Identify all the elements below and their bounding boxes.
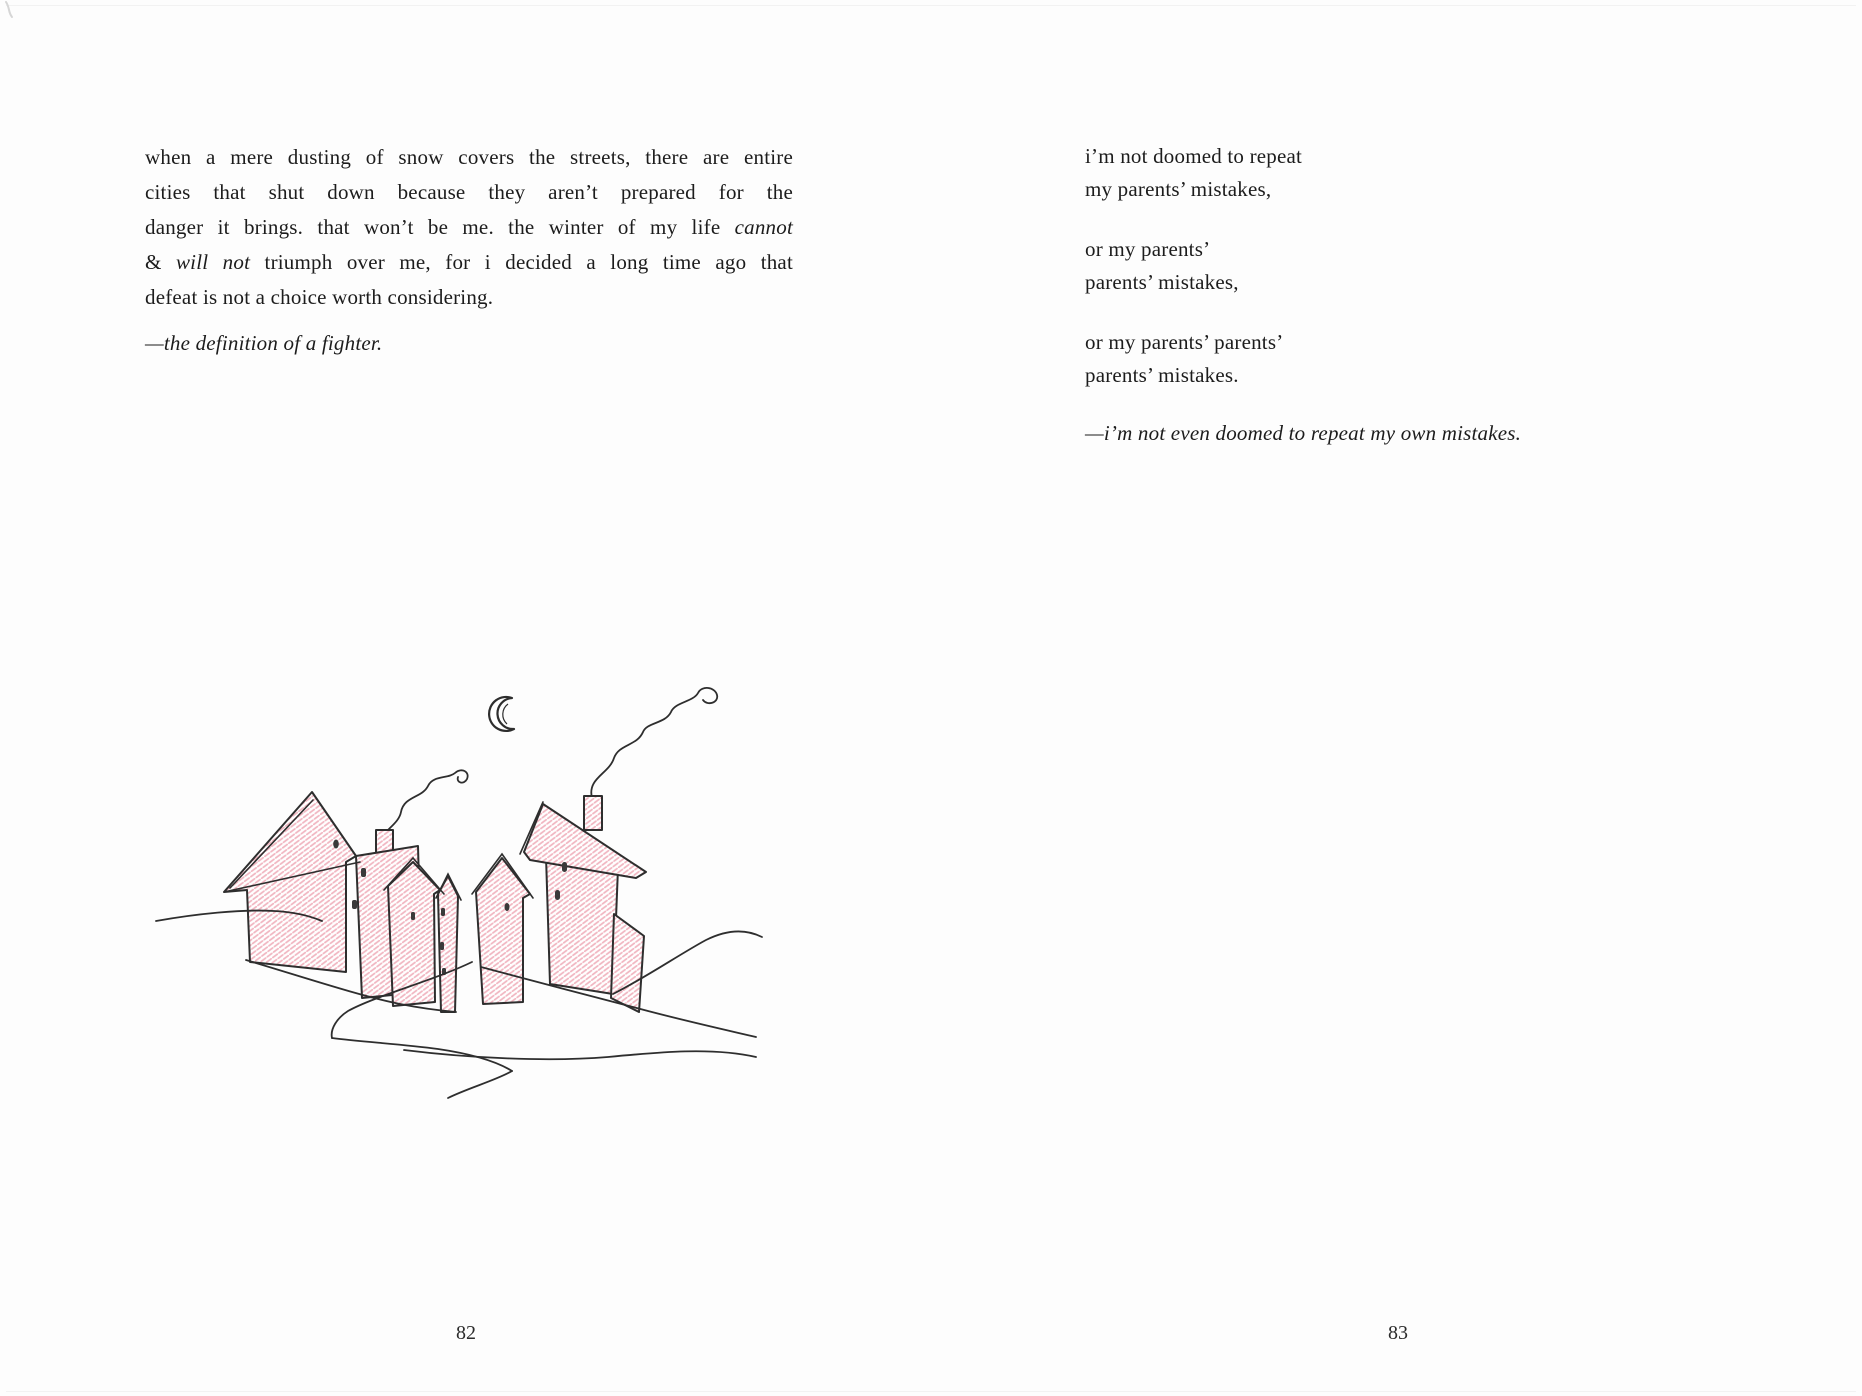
smoke-right — [591, 688, 717, 798]
poem-attribution: —the definition of a fighter. — [145, 331, 383, 355]
house — [476, 858, 530, 1004]
road-tail — [448, 1071, 512, 1098]
ground-and-road — [156, 911, 762, 1098]
page-number: 82 — [456, 1322, 476, 1344]
poem-attribution: —i’m not even doomed to repeat my own mistakes. — [1085, 421, 1522, 445]
stanza — [1085, 326, 1302, 392]
poem-line: my parents’ mistakes, — [1085, 177, 1272, 201]
poem-line: or my parents’ — [1085, 237, 1211, 261]
house — [224, 792, 356, 972]
poem-line: parents’ mistakes, — [1085, 270, 1239, 294]
village-houses — [224, 792, 646, 1012]
window — [411, 912, 415, 920]
poem-line: cities that shut down because they aren’t prepared for the — [145, 180, 793, 204]
poem-line: i’m not doomed to repeat — [1085, 144, 1303, 168]
emphasis-will-not: will not — [175, 250, 251, 274]
poem-line: parents’ mistakes. — [1085, 363, 1239, 387]
house — [611, 914, 644, 1012]
scan-edge-bottom — [6, 1391, 1856, 1392]
poem-line: danger it brings. that won’t be me. the winter of my life cannot — [145, 215, 793, 239]
house — [546, 856, 618, 994]
poem-line: defeat is not a choice worth considering. — [145, 285, 494, 309]
chimney — [584, 796, 602, 830]
poem-line: when a mere dusting of snow covers the streets, there are entire — [145, 145, 793, 169]
window — [440, 942, 444, 950]
window — [352, 900, 357, 909]
poem-line: or my parents’ parents’ — [1085, 330, 1284, 354]
window — [562, 862, 567, 872]
page-number: 83 — [1388, 1322, 1408, 1344]
stanza — [1085, 140, 1302, 206]
poem-line: & will not triumph over me, for i decided a long time ago that — [145, 250, 793, 274]
window — [555, 890, 560, 900]
window — [333, 840, 339, 849]
window — [505, 903, 510, 911]
emphasis-cannot: cannot — [734, 215, 793, 239]
poem-paragraph — [145, 140, 793, 315]
window — [361, 868, 366, 877]
village-illustration — [150, 680, 770, 1130]
stanza — [1085, 233, 1302, 299]
window — [441, 908, 445, 916]
road-edge — [332, 1038, 512, 1071]
poem-stanzas — [1085, 140, 1302, 419]
scan-corner-artifact — [2, 0, 18, 20]
crescent-moon-icon — [489, 697, 514, 731]
scan-edge-top — [6, 5, 1856, 6]
